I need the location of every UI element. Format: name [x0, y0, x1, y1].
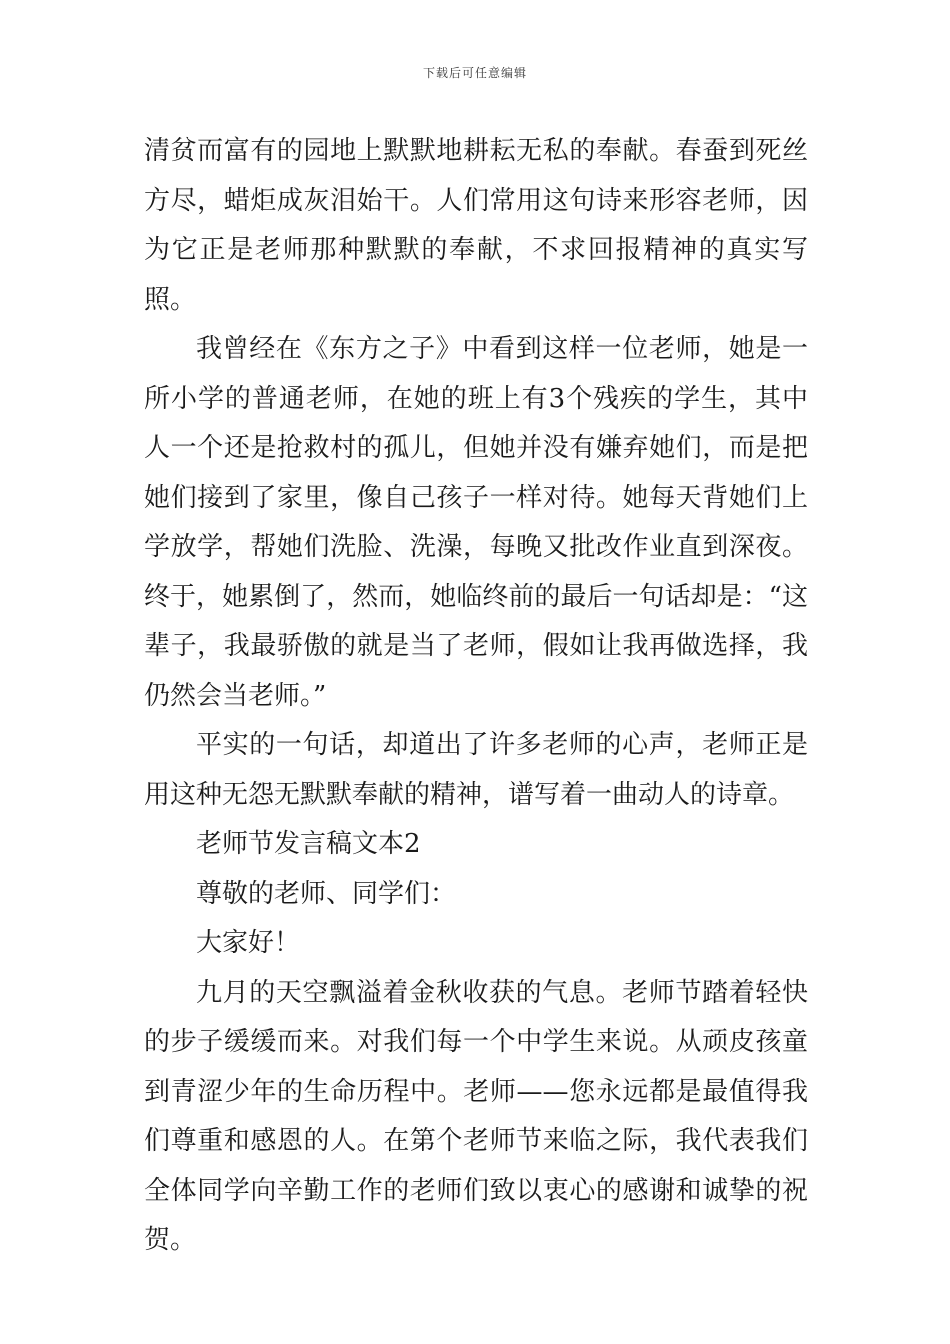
paragraph-conclusion: 平实的一句话，却道出了许多老师的心声，老师正是用这种无怨无默默奉献的精神，谱写着一曲动人的诗章。 [144, 730, 808, 810]
document-body [144, 127, 808, 1266]
page-header-note: 下载后可任意编辑 [422, 66, 527, 80]
paragraph-continuation: 清贫而富有的园地上默默地耕耘无私的奉献。春蚕到死丝方尽，蜡炬成灰泪始干。人们常用这句诗来形容老师，因为它正是老师那种默默的奉献，不求回报精神的真实写照。 [144, 136, 808, 315]
greeting: 大家好！ [196, 928, 301, 958]
section-title: 老师节发言稿文本2 [196, 829, 421, 859]
paragraph-story: 我曾经在《东方之子》中看到这样一位老师，她是一所小学的普通老师，在她的班上有3个残疾的学生，其中人一个还是抢救村的孤儿，但她并没有嫌弃她们，而是把她们接到了家里，像自己孩子一样对待。她每天背她们上学放学，帮她们洗脸、洗澡，每晚又批改作业直到深夜。终于，她累倒了，然而，她临终前的最后一句话却是：“这辈子，我最骄傲的就是当了老师，假如让我再做选择，我仍然会当老师。” [144, 334, 808, 711]
paragraph-speech-opening: 九月的天空飘溢着金秋收获的气息。老师节踏着轻快的步子缓缓而来。对我们每一个中学生来说。从顽皮孩童到青涩少年的生命历程中。老师——您永远都是最值得我们尊重和感恩的人。在第个老师节来临之际，我代表我们全体同学向辛勤工作的老师们致以衷心的感谢和诚挚的祝贺。 [144, 977, 808, 1255]
salutation: 尊敬的老师、同学们： [196, 878, 457, 909]
